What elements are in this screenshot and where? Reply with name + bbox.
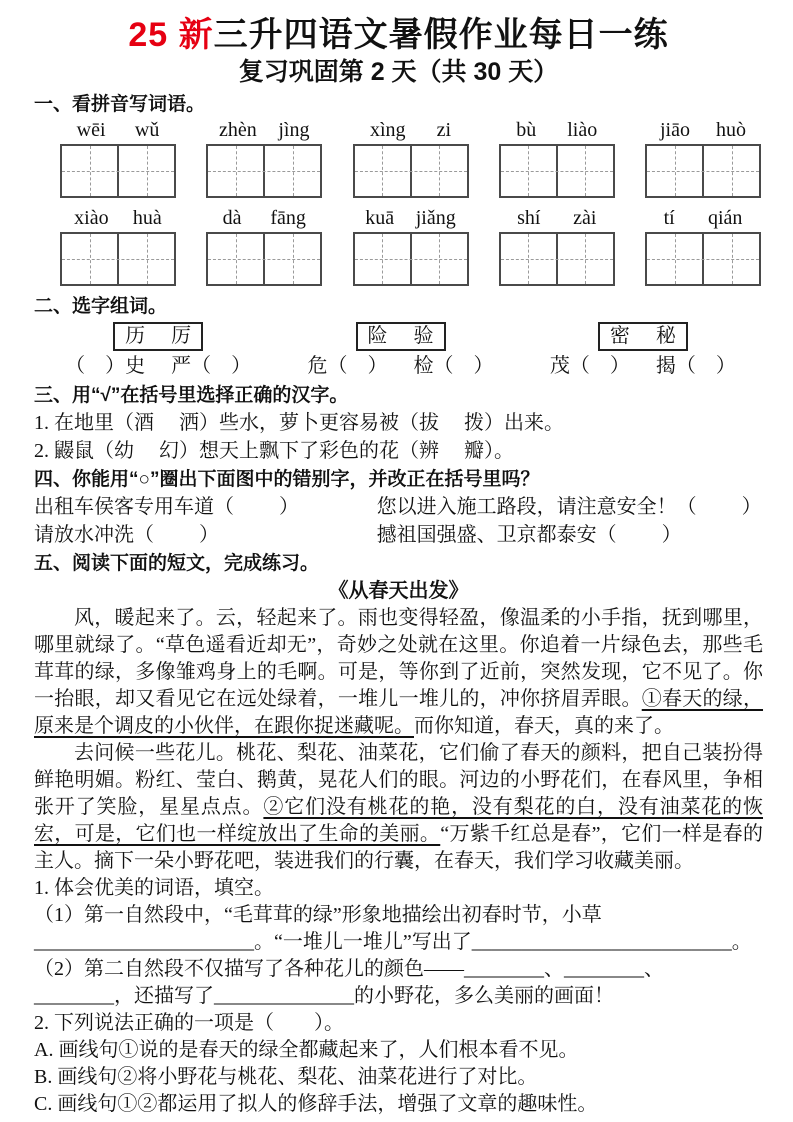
- title-black-part: 三升四语文暑假作业每日一练: [213, 16, 669, 54]
- pinyin-labels: [62, 118, 174, 142]
- pinyin-row: [60, 206, 761, 286]
- question-line: C. 画线句①②都运用了拟人的修辞手法，增强了文章的趣味性。: [34, 1093, 598, 1115]
- char-option: 历: [125, 325, 146, 347]
- passage-segment: 去问候一些花儿。桃花、梨花、油菜花，它们偷了春天的颜料，把自己装扮得鲜艳明媚。粉红、莹白、鹅黄，晃花人们的眼。河边的小野花们，在春风里，争相张开了笑脸，星星点点。: [34, 742, 763, 818]
- writing-grid-cell: [265, 146, 320, 196]
- passage-title: 《从春天出发》: [328, 580, 469, 602]
- pinyin-syllable: huà: [132, 207, 162, 229]
- section1-heading: 一、看拼音写词语。: [34, 94, 206, 115]
- writing-grid-cell: [412, 146, 467, 196]
- pinyin-word: [645, 118, 761, 198]
- underline-segment: ②它们没有桃花的艳，没有梨花的白，没有油菜花的恢宏，可是，它们也一样绽放出了生命的美丽。: [34, 796, 764, 845]
- writing-grid-cell: [704, 234, 759, 284]
- pinyin-syllable: xiào: [74, 207, 109, 229]
- pinyin-labels: [501, 118, 613, 142]
- writing-grid-box: [353, 144, 469, 198]
- char-option: 密: [609, 325, 630, 347]
- writing-grid-cell: [208, 234, 265, 284]
- writing-grid-cell: [558, 234, 613, 284]
- pinyin-syllable: qián: [707, 207, 743, 229]
- pinyin-syllable: xìng: [370, 119, 406, 141]
- char-choice-group: [44, 322, 272, 381]
- pinyin-word: [206, 118, 322, 198]
- writing-grid-box: [60, 232, 176, 286]
- circle-section: [34, 493, 763, 549]
- writing-grid-cell: [501, 146, 558, 196]
- circle-item: 您以进入施工路段，请注意安全！（ ）: [376, 496, 762, 518]
- question-line: （2）第二自然段不仅描写了各种花儿的颜色——________、________、________，还描写了______________的小野花，多么美丽的画面！: [34, 958, 664, 1007]
- writing-grid-box: [206, 144, 322, 198]
- passage-paragraph: [34, 740, 763, 875]
- pinyin-labels: [355, 206, 467, 230]
- pinyin-labels: [647, 118, 759, 142]
- pinyin-syllable: wǔ: [134, 119, 160, 141]
- pinyin-labels: [501, 206, 613, 230]
- char-pair-box: [598, 322, 688, 351]
- pinyin-labels: [355, 118, 467, 142]
- pinyin-syllable: zi: [436, 119, 451, 141]
- pinyin-syllable: jiāo: [660, 119, 690, 141]
- section5-heading: 五、阅读下面的短文，完成练习。: [34, 553, 320, 574]
- passage-segment: 而你知道，春天，真的来了。: [414, 715, 674, 737]
- pinyin-word: [60, 206, 176, 286]
- writing-grid-cell: [355, 234, 412, 284]
- underline-segment: ①春天的绿，原来是个调皮的小伙伴，在跟你捉迷藏呢。: [34, 688, 764, 737]
- page-title: [34, 14, 763, 56]
- pinyin-word: [353, 118, 469, 198]
- pinyin-section: [34, 118, 763, 286]
- pinyin-labels: [647, 206, 759, 230]
- pinyin-syllable: kuā: [365, 207, 395, 229]
- char-option: 厉: [171, 325, 192, 347]
- pinyin-syllable: tí: [663, 207, 675, 229]
- writing-grid-cell: [501, 234, 558, 284]
- passage-body: [34, 605, 763, 875]
- writing-grid-cell: [208, 146, 265, 196]
- writing-grid-cell: [355, 146, 412, 196]
- writing-grid-cell: [119, 146, 174, 196]
- char-option: 验: [413, 325, 434, 347]
- writing-grid-cell: [647, 234, 704, 284]
- char-pair-box: [113, 322, 203, 351]
- title-red-part: 25 新: [128, 16, 214, 54]
- pinyin-word: [499, 118, 615, 198]
- char-pair-box: [356, 322, 446, 351]
- writing-grid-cell: [62, 146, 119, 196]
- circle-item: 撼祖国强盛、卫京都泰安（ ）: [376, 524, 682, 546]
- char-choice-group: [529, 322, 757, 381]
- blank-words-line: [308, 351, 494, 381]
- pinyin-syllable: fāng: [270, 207, 306, 229]
- writing-grid-cell: [647, 146, 704, 196]
- pinyin-word: [645, 206, 761, 286]
- blank-phrase: 严（ ）: [171, 355, 252, 377]
- question-line: 2. 下列说法正确的一项是（ ）。: [34, 1012, 344, 1034]
- passage-paragraph: [34, 605, 763, 740]
- pinyin-syllable: huò: [716, 119, 746, 141]
- pinyin-syllable: dà: [222, 207, 242, 229]
- writing-grid-box: [206, 232, 322, 286]
- writing-grid-cell: [119, 234, 174, 284]
- pinyin-syllable: bù: [516, 119, 537, 141]
- writing-grid-box: [60, 144, 176, 198]
- writing-grid-box: [499, 144, 615, 198]
- writing-grid-cell: [62, 234, 119, 284]
- choose-char-section: [34, 320, 763, 381]
- blank-phrase: 检（ ）: [413, 355, 494, 377]
- page-subtitle: 复习巩固第 2 天（共 30 天）: [238, 58, 559, 86]
- pinyin-syllable: shí: [517, 207, 541, 229]
- section3-heading: 三、用“√”在括号里选择正确的汉字。: [34, 385, 349, 406]
- pinyin-syllable: jiǎng: [415, 207, 456, 229]
- writing-grid-box: [353, 232, 469, 286]
- blank-words-line: [550, 351, 736, 381]
- pinyin-syllable: zài: [573, 207, 597, 229]
- pinyin-labels: [62, 206, 174, 230]
- pinyin-word: [206, 206, 322, 286]
- writing-grid-cell: [265, 234, 320, 284]
- section4-heading: 四、你能用“○”圈出下面图中的错别字，并改正在括号里吗？: [34, 469, 540, 490]
- blank-phrase: 揭（ ）: [655, 355, 736, 377]
- blank-words-line: [65, 351, 251, 381]
- writing-grid-cell: [558, 146, 613, 196]
- pinyin-word: [60, 118, 176, 198]
- tick-item: 1. 在地里（酒 洒）些水，萝卜更容易被（拔 拨）出来。: [34, 412, 564, 434]
- pinyin-row: [60, 118, 761, 198]
- passage-segment: 风，暖起来了。云，轻起来了。雨也变得轻盈，像温柔的小手指，抚到哪里，哪里就绿了。“草色遥看近却无”，奇妙之处就在这里。你追着一片绿色去，那些毛茸茸的绿，多像雏鸡身上的毛啊。可是，等你到了近前，突然发现，它不见了。你一抬眼，却又看见它在远处绿着，一堆儿一堆儿的，冲你挤眉弄眼。: [34, 607, 763, 710]
- section2-heading: 二、选字组词。: [34, 296, 168, 317]
- question-line: （1）第一自然段中，“毛茸茸的绿”形象地描绘出初春时节，小草______________________。“一堆儿一堆儿”写出了__________________________。: [34, 904, 752, 953]
- circle-item: 请放水冲洗（ ）: [34, 524, 219, 546]
- writing-grid-cell: [704, 146, 759, 196]
- questions-block: [34, 875, 763, 1118]
- pinyin-word: [499, 206, 615, 286]
- blank-phrase: （ ）史: [65, 355, 146, 377]
- question-line: A. 画线句①说的是春天的绿全都藏起来了，人们根本看不见。: [34, 1039, 579, 1061]
- pinyin-labels: [208, 206, 320, 230]
- blank-phrase: 茂（ ）: [549, 355, 630, 377]
- tick-item: 2. 鼹鼠（幼 幻）想天上飘下了彩色的花（辨 瓣）。: [34, 440, 514, 462]
- pinyin-syllable: wēi: [76, 119, 106, 141]
- char-choice-group: [286, 322, 514, 381]
- question-line: B. 画线句②将小野花与桃花、梨花、油菜花进行了对比。: [34, 1066, 538, 1088]
- writing-grid-cell: [412, 234, 467, 284]
- char-option: 秘: [655, 325, 676, 347]
- pinyin-syllable: liào: [567, 119, 598, 141]
- passage-segment: “万紫千红总是春”，它们一样是春的主人。摘下一朵小野花吧，装进我们的行囊，在春天，我们学习收藏美丽。: [34, 823, 763, 872]
- blank-phrase: 危（ ）: [307, 355, 388, 377]
- writing-grid-box: [499, 232, 615, 286]
- char-option: 险: [367, 325, 388, 347]
- question-line: 1. 体会优美的词语，填空。: [34, 877, 274, 899]
- pinyin-syllable: jìng: [278, 119, 310, 141]
- circle-item: 出租车侯客专用车道（ ）: [34, 496, 299, 518]
- pinyin-word: [353, 206, 469, 286]
- tick-section: [34, 409, 763, 465]
- pinyin-labels: [208, 118, 320, 142]
- writing-grid-box: [645, 232, 761, 286]
- writing-grid-box: [645, 144, 761, 198]
- pinyin-syllable: zhèn: [219, 119, 257, 141]
